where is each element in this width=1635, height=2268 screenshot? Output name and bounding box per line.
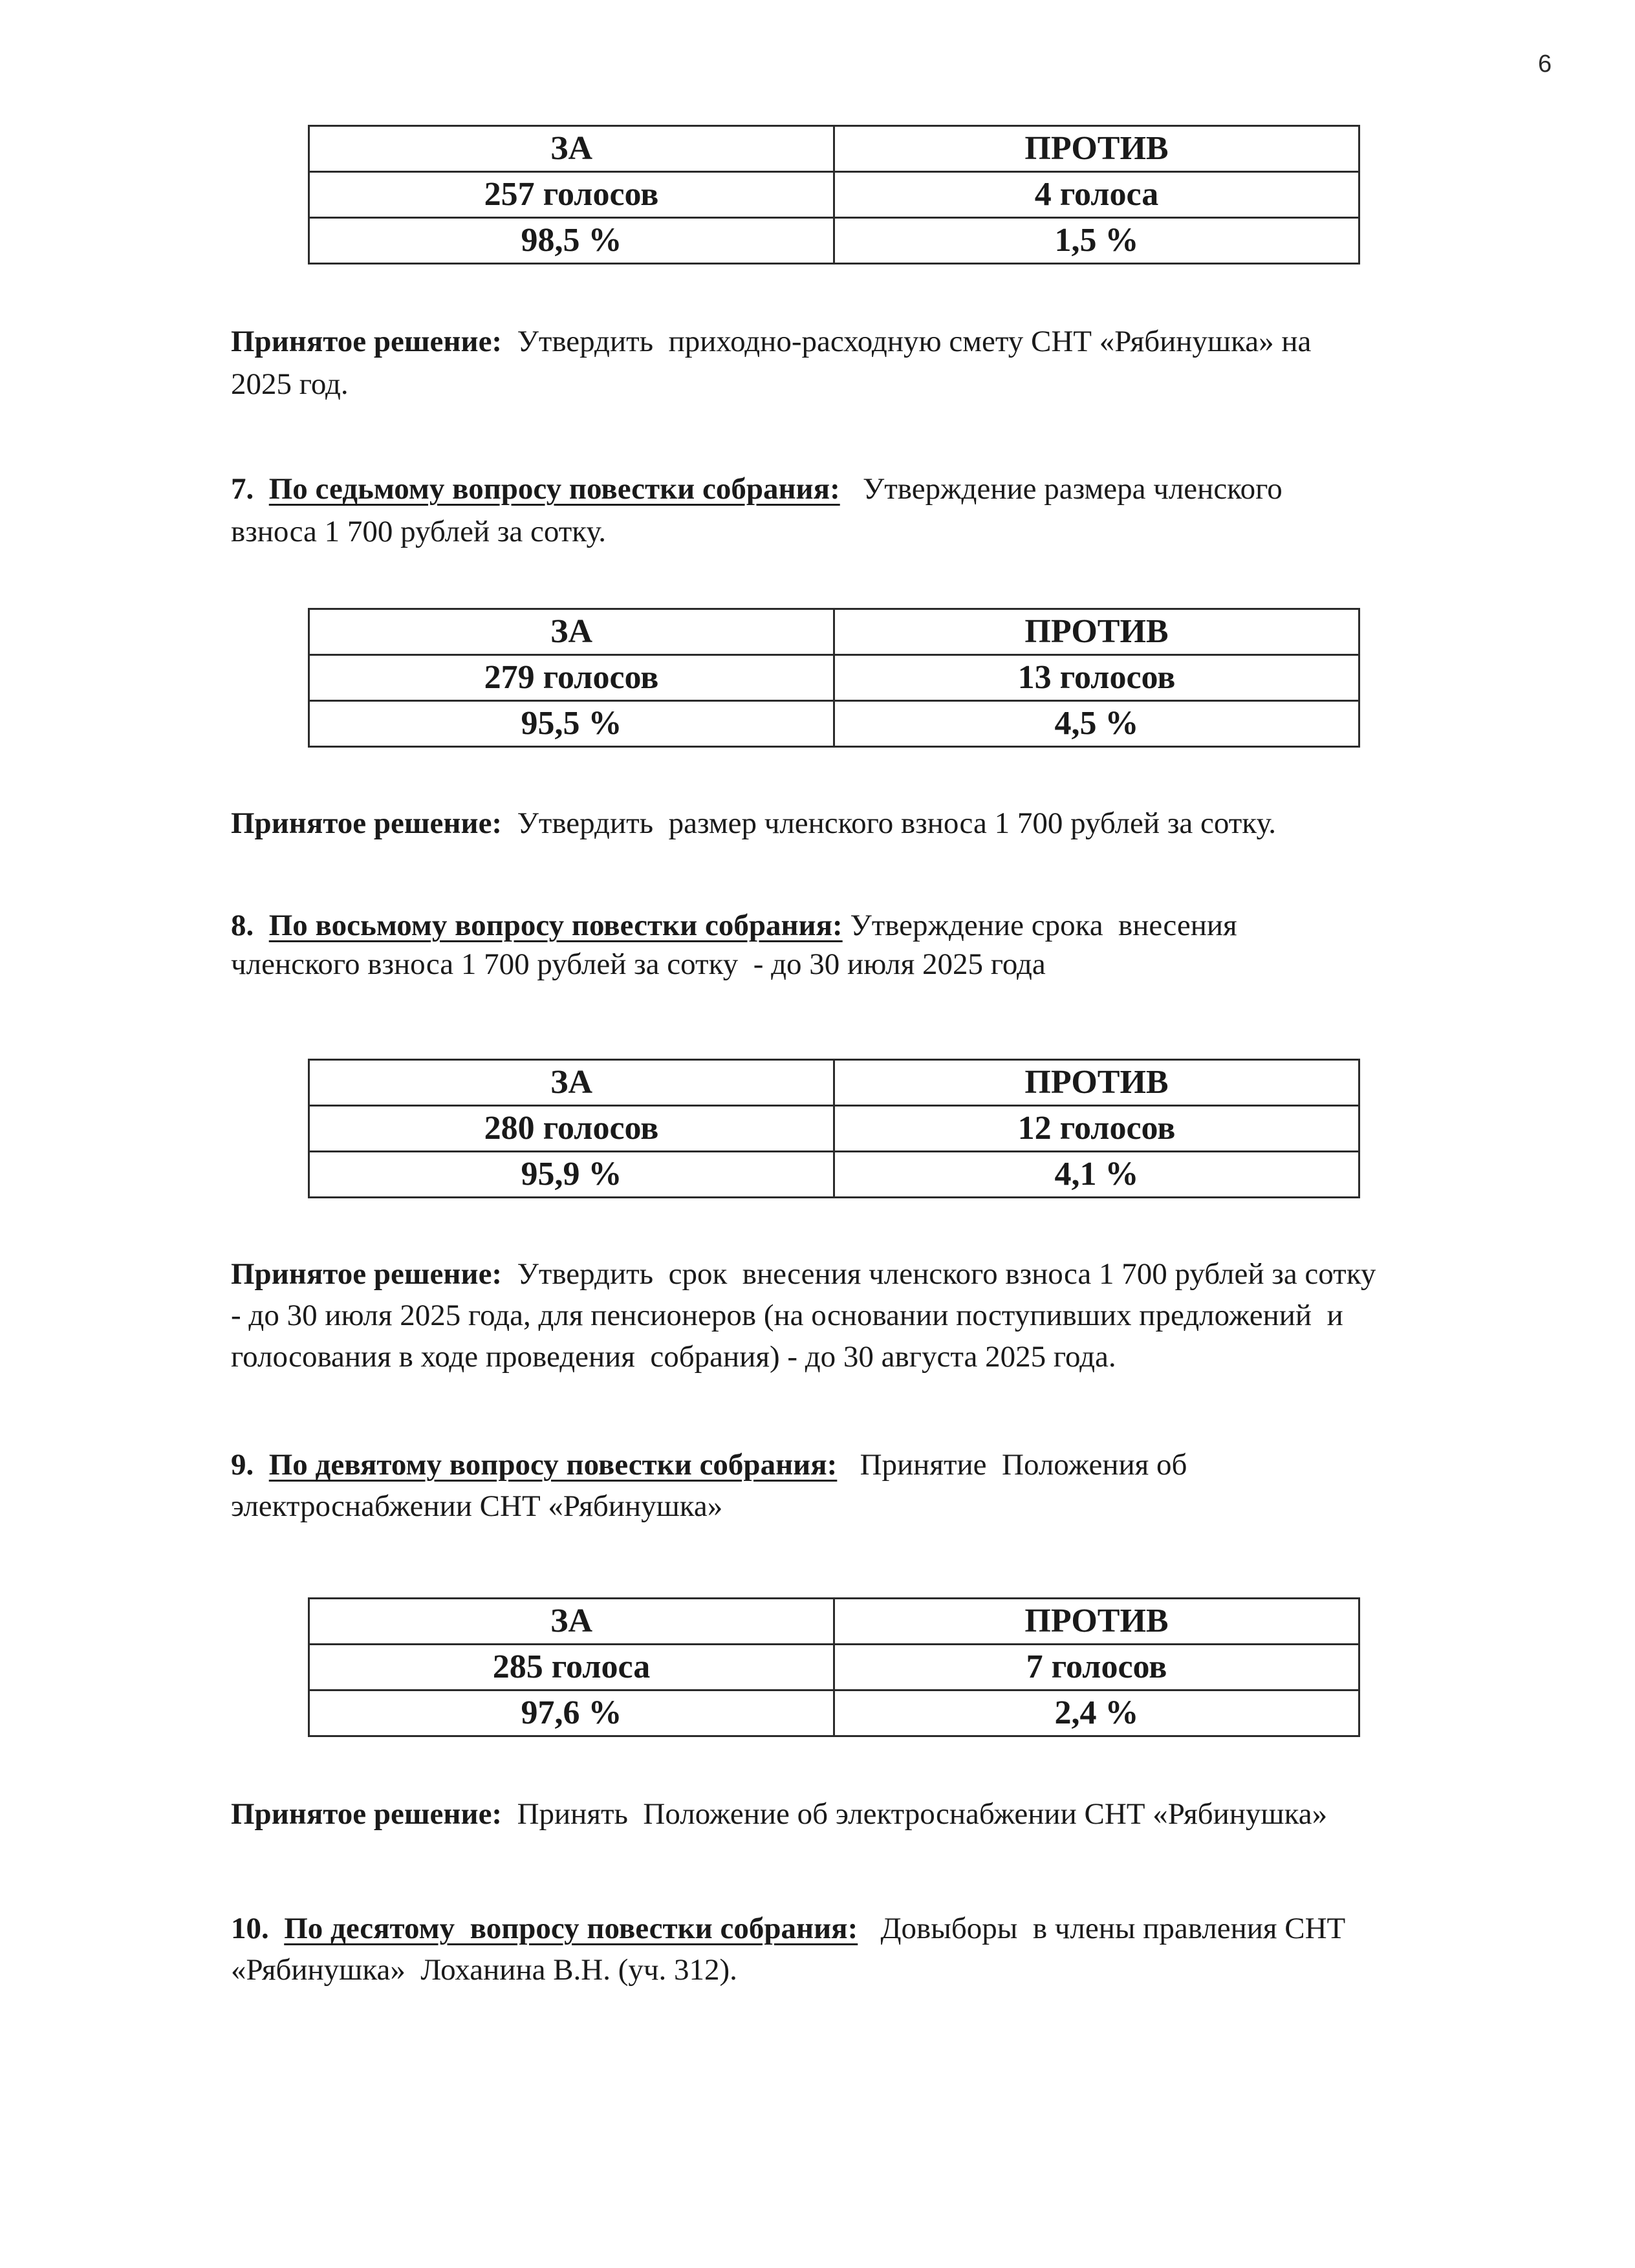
vote-table bbox=[308, 1059, 1360, 1198]
for-votes: 285 голоса bbox=[309, 1645, 834, 1690]
decision-label: Принятое решение: bbox=[231, 325, 503, 358]
decision-label: Принятое решение: bbox=[231, 1797, 503, 1831]
question-title: По седьмому вопросу повестки собрания: bbox=[268, 472, 840, 506]
table-row bbox=[309, 1152, 1359, 1198]
question-text: Утверждение срока внесения bbox=[842, 909, 1237, 942]
table-row bbox=[309, 1599, 1359, 1645]
decision-text: голосования в ходе проведения собрания) - до 30 августа 2025 года. bbox=[231, 1340, 1116, 1374]
question-number: 10. bbox=[231, 1912, 269, 1945]
vote-table bbox=[308, 608, 1360, 748]
for-header: ЗА bbox=[309, 126, 834, 172]
against-percent: 4,5 % bbox=[834, 701, 1359, 747]
against-votes: 7 голосов bbox=[834, 1645, 1359, 1690]
decision-paragraph bbox=[231, 802, 1557, 845]
table-row bbox=[309, 172, 1359, 218]
table-row bbox=[309, 1106, 1359, 1152]
against-header: ПРОТИВ bbox=[834, 609, 1359, 655]
table-row bbox=[309, 126, 1359, 172]
table-row bbox=[309, 701, 1359, 747]
for-percent: 98,5 % bbox=[309, 218, 834, 264]
table-row bbox=[309, 218, 1359, 264]
against-votes: 4 голоса bbox=[834, 172, 1359, 218]
against-percent: 4,1 % bbox=[834, 1152, 1359, 1198]
question-title: По восьмому вопросу повестки собрания: bbox=[268, 909, 843, 942]
question-paragraph bbox=[231, 468, 1557, 553]
for-percent: 95,5 % bbox=[309, 701, 834, 747]
question-text: членского взноса 1 700 рублей за сотку - до 30 июля 2025 года bbox=[231, 947, 1046, 981]
for-header: ЗА bbox=[309, 609, 834, 655]
question-title: По десятому вопросу повестки собрания: bbox=[284, 1912, 858, 1945]
decision-paragraph bbox=[231, 320, 1557, 405]
for-votes: 257 голосов bbox=[309, 172, 834, 218]
against-percent: 2,4 % bbox=[834, 1690, 1359, 1736]
decision-label: Принятое решение: bbox=[231, 1257, 503, 1291]
decision-text: Принять Положение об электроснабжении СНТ «Рябинушка» bbox=[502, 1797, 1328, 1831]
table-row bbox=[309, 1690, 1359, 1736]
question-number: 7. bbox=[231, 472, 254, 506]
question-paragraph bbox=[231, 1908, 1557, 1991]
table-row bbox=[309, 1060, 1359, 1106]
for-header: ЗА bbox=[309, 1060, 834, 1106]
question-paragraph bbox=[231, 1444, 1557, 1527]
for-percent: 95,9 % bbox=[309, 1152, 834, 1198]
against-header: ПРОТИВ bbox=[834, 1599, 1359, 1645]
question-text: Принятие Положения об bbox=[837, 1448, 1187, 1482]
table-row bbox=[309, 609, 1359, 655]
table-row bbox=[309, 1645, 1359, 1690]
against-votes: 12 голосов bbox=[834, 1106, 1359, 1152]
against-percent: 1,5 % bbox=[834, 218, 1359, 264]
decision-text: Утвердить срок внесения членского взноса 1 700 рублей за сотку bbox=[502, 1257, 1376, 1291]
question-title: По девятому вопросу повестки собрания: bbox=[268, 1448, 838, 1482]
question-paragraph bbox=[231, 904, 1557, 986]
vote-table bbox=[308, 1597, 1360, 1737]
decision-paragraph bbox=[231, 1253, 1557, 1377]
for-header: ЗА bbox=[309, 1599, 834, 1645]
decision-text: - до 30 июля 2025 года, для пенсионеров (на основании поступивших предложений и bbox=[231, 1299, 1343, 1332]
page-number: 6 bbox=[1538, 50, 1552, 78]
question-text: Утверждение размера членского bbox=[839, 472, 1283, 506]
against-header: ПРОТИВ bbox=[834, 1060, 1359, 1106]
for-percent: 97,6 % bbox=[309, 1690, 834, 1736]
question-text: Довыборы в члены правления СНТ bbox=[858, 1912, 1346, 1945]
question-text: электроснабжении СНТ «Рябинушка» bbox=[231, 1489, 723, 1523]
for-votes: 279 голосов bbox=[309, 655, 834, 701]
question-number: 9. bbox=[231, 1448, 254, 1482]
decision-text: Утвердить приходно-расходную смету СНТ «Рябинушка» на bbox=[502, 325, 1312, 358]
decision-text: Утвердить размер членского взноса 1 700 рублей за сотку. bbox=[502, 806, 1276, 840]
question-text: «Рябинушка» Лоханина В.Н. (уч. 312). bbox=[231, 1953, 737, 1987]
against-header: ПРОТИВ bbox=[834, 126, 1359, 172]
for-votes: 280 голосов bbox=[309, 1106, 834, 1152]
decision-text: 2025 год. bbox=[231, 367, 349, 401]
question-text: взноса 1 700 рублей за сотку. bbox=[231, 515, 607, 548]
against-votes: 13 голосов bbox=[834, 655, 1359, 701]
table-row bbox=[309, 655, 1359, 701]
decision-paragraph bbox=[231, 1793, 1557, 1835]
question-number: 8. bbox=[231, 909, 254, 942]
decision-label: Принятое решение: bbox=[231, 806, 503, 840]
vote-table bbox=[308, 125, 1360, 265]
